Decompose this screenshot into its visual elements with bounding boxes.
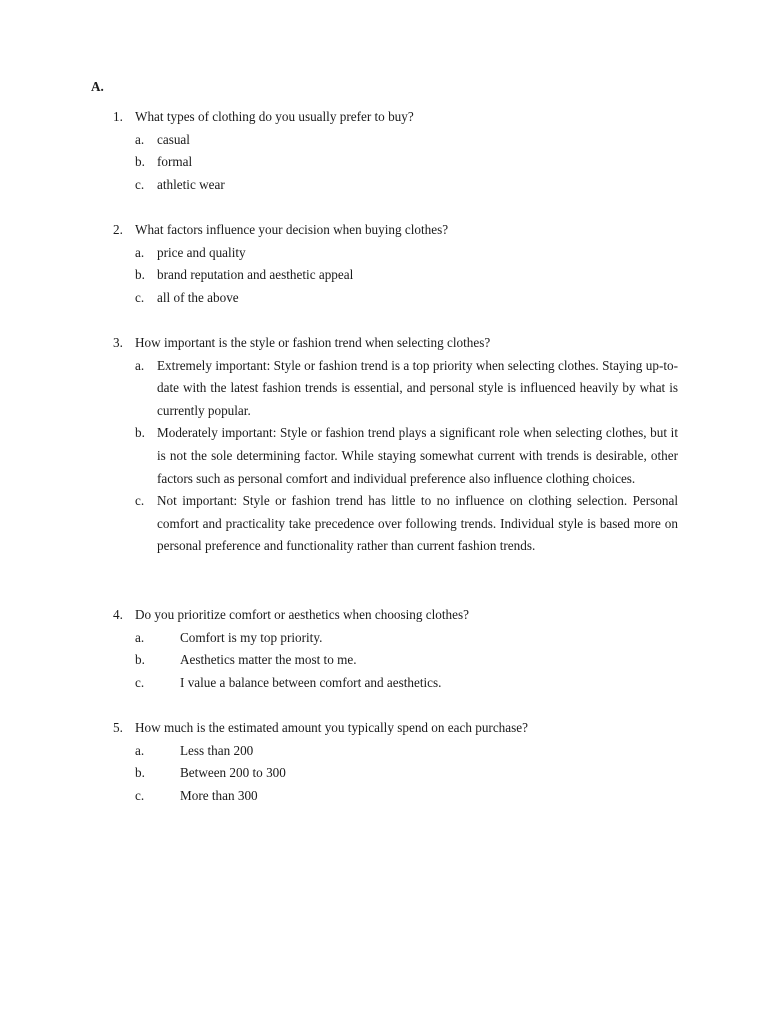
option-text: I value a balance between comfort and aesthetics.: [180, 674, 442, 690]
option-text: Not important: Style or fashion trend has little to no influence on clothing selection. Personal comfort and practicality take precedence over following trends. Individual style is based more on personal preference and functionality rather than current fashion trends.: [157, 493, 678, 554]
question-text: What factors influence your decision when buying clothes?: [135, 222, 449, 237]
question-text: Do you prioritize comfort or aesthetics when choosing clothes?: [135, 607, 469, 622]
option-item: [135, 422, 678, 490]
option-text: casual: [157, 131, 190, 147]
option-item: [135, 242, 678, 265]
option-letter: a.: [135, 629, 145, 645]
option-text: formal: [157, 154, 193, 170]
option-item: [135, 785, 678, 808]
option-letter: a.: [135, 244, 145, 260]
option-text: Extremely important: Style or fashion trend is a top priority when selecting clothes. Staying up-to-date with the latest fashion trends is essential, and personal style is influenced heavily by what is currently popular.: [157, 357, 678, 418]
option-letter: b.: [135, 154, 145, 170]
option-text: brand reputation and aesthetic appeal: [157, 267, 354, 283]
question-text: What types of clothing do you usually prefer to buy?: [135, 109, 414, 124]
option-text: Between 200 to 300: [180, 765, 286, 781]
option-letter: b.: [135, 652, 145, 668]
option-text: price and quality: [157, 244, 246, 260]
question-3: [113, 332, 678, 558]
question-number: 1.: [113, 109, 123, 124]
option-letter: c.: [135, 493, 145, 509]
option-item: [135, 490, 678, 558]
option-item: [135, 649, 678, 672]
question-number: 3.: [113, 335, 123, 350]
option-letter: b.: [135, 765, 145, 781]
question-number: 5.: [113, 720, 123, 735]
option-list: [135, 355, 678, 558]
option-item: [135, 151, 678, 174]
option-text: Aesthetics matter the most to me.: [180, 652, 357, 668]
option-letter: a.: [135, 742, 145, 758]
question-5: [113, 717, 678, 807]
option-text: Moderately important: Style or fashion trend plays a significant role when selecting clothes, but it is not the sole determining factor. While staying somewhat current with trends is desirable, other factors such as personal comfort and individual preference also influence clothing choices.: [157, 425, 678, 486]
question-1: [113, 106, 678, 196]
option-letter: c.: [135, 787, 145, 803]
option-item: [135, 355, 678, 423]
option-item: [135, 672, 678, 695]
option-item: [135, 287, 678, 310]
option-item: [135, 740, 678, 763]
question-number: 2.: [113, 222, 123, 237]
option-list: [135, 627, 678, 695]
option-list: [135, 129, 678, 197]
option-letter: b.: [135, 425, 145, 441]
question-text: How important is the style or fashion trend when selecting clothes?: [135, 335, 491, 350]
option-letter: a.: [135, 131, 145, 147]
question-2: [113, 219, 678, 309]
question-text: How much is the estimated amount you typically spend on each purchase?: [135, 720, 528, 735]
option-item: [135, 627, 678, 650]
option-letter: c.: [135, 289, 145, 305]
option-text: all of the above: [157, 289, 239, 305]
option-list: [135, 740, 678, 808]
option-letter: b.: [135, 267, 145, 283]
section-heading: A.: [91, 79, 104, 94]
option-item: [135, 762, 678, 785]
option-text: More than 300: [180, 787, 258, 803]
option-letter: c.: [135, 674, 145, 690]
option-letter: a.: [135, 357, 145, 373]
question-number: 4.: [113, 607, 123, 622]
question-4: [113, 604, 678, 694]
option-text: Less than 200: [180, 742, 254, 758]
option-list: [135, 242, 678, 310]
option-text: Comfort is my top priority.: [180, 629, 323, 645]
option-item: [135, 129, 678, 152]
option-item: [135, 174, 678, 197]
option-letter: c.: [135, 176, 145, 192]
option-text: athletic wear: [157, 176, 225, 192]
option-item: [135, 264, 678, 287]
